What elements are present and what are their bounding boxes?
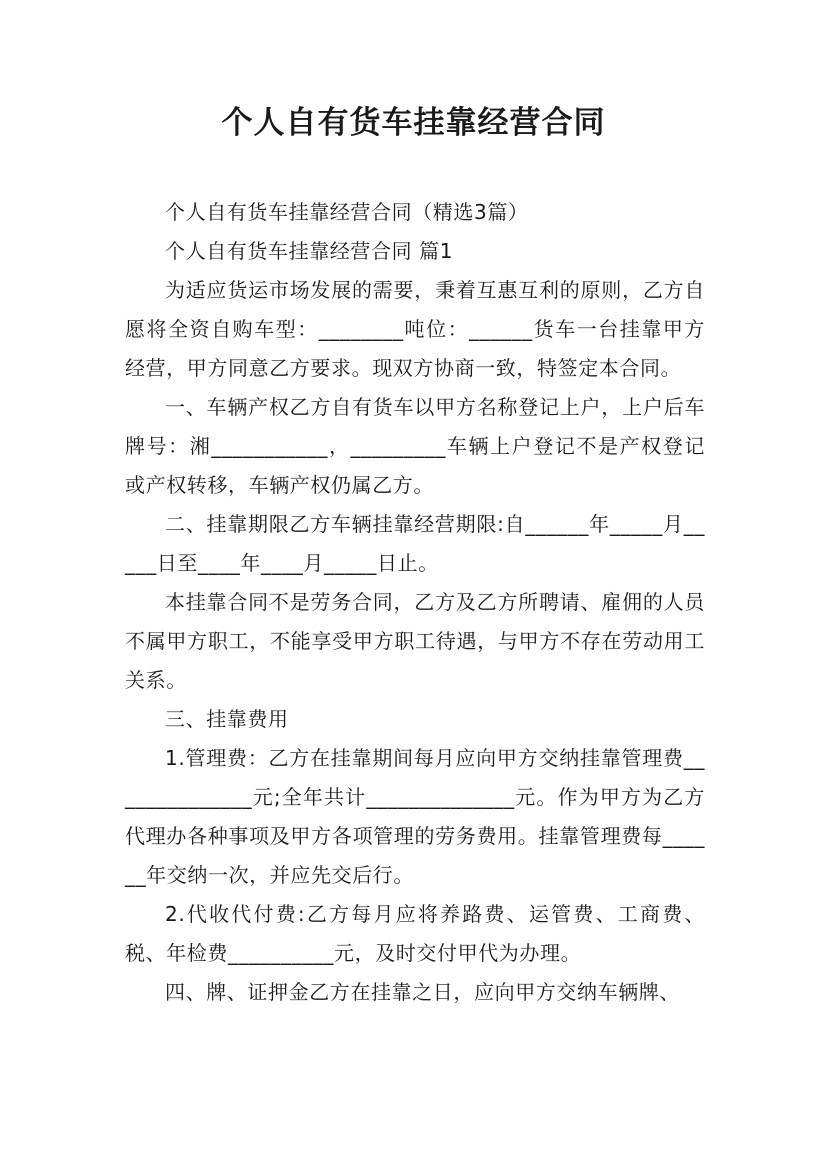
- paragraph-management-fee: 1.管理费：乙方在挂靠期间每月应向甲方交纳挂靠管理费______________元;全年共计______________元。作为甲方为乙方代理办各种事项及甲方各项管理的劳务费用。挂靠管理费每______年交纳一次，并应先交后行。: [125, 746, 705, 887]
- document-body: [125, 193, 705, 1012]
- paragraph-subtitle: 个人自有货车挂靠经营合同（精选3篇）: [165, 200, 529, 224]
- document-title: 个人自有货车挂靠经营合同: [221, 105, 606, 141]
- paragraph-clause-3-heading: 三、挂靠费用: [165, 707, 289, 731]
- paragraph-section-heading: 个人自有货车挂靠经营合同 篇1: [165, 239, 454, 263]
- paragraph-collection-fee: 2.代收代付费:乙方每月应将养路费、运管费、工商费、税、年检费__________元，及时交付甲代为办理。: [125, 902, 705, 965]
- paragraph-clause-2: 二、挂靠期限乙方车辆挂靠经营期限:自______年_____月_____日至____年____月_____日止。: [125, 512, 705, 575]
- paragraph-preamble: 为适应货运市场发展的需要，秉着互惠互利的原则，乙方自愿将全资自购车型：________吨位：______货车一台挂靠甲方经营，甲方同意乙方要求。现双方协商一致，特签定本合同。: [125, 278, 705, 380]
- paragraph-clause-1: 一、车辆产权乙方自有货车以甲方名称登记上户，上户后车牌号：湘___________，_________车辆上户登记不是产权登记或产权转移，车辆产权仍属乙方。: [125, 395, 705, 497]
- paragraph-labor-note: 本挂靠合同不是劳务合同，乙方及乙方所聘请、雇佣的人员不属甲方职工，不能享受甲方职工待遇，与甲方不存在劳动用工关系。: [125, 590, 705, 692]
- paragraph-clause-4: 四、牌、证押金乙方在挂靠之日，应向甲方交纳车辆牌、: [165, 980, 680, 1004]
